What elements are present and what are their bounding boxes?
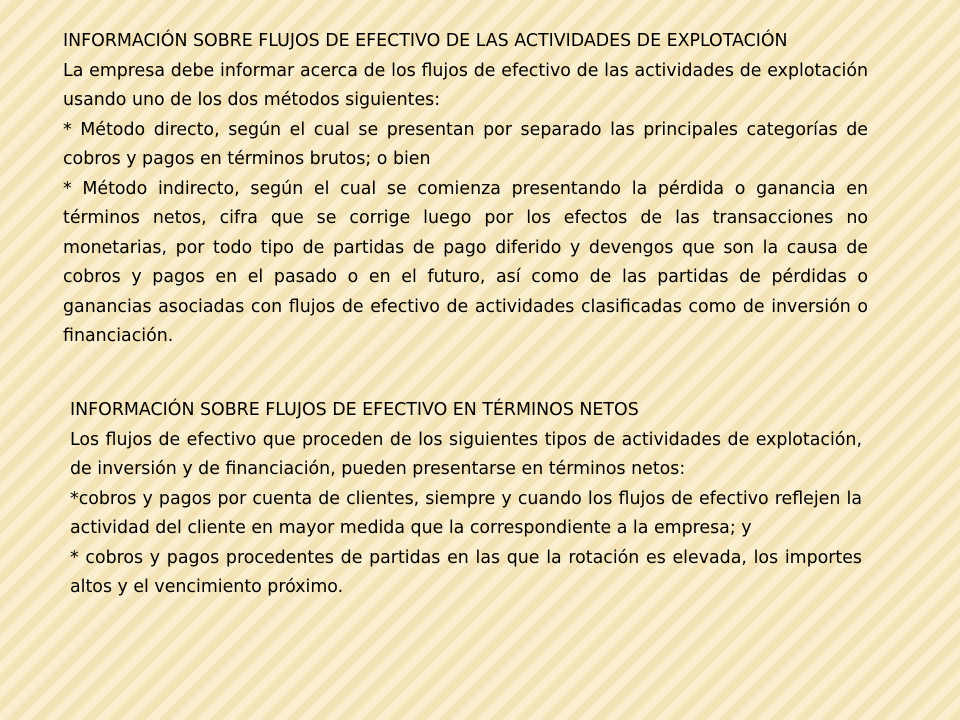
- indirect-method-text: , según el cual se comienza presentando la pérdida o ganancia en términos netos, cifra que se corrige luego por los efectos de las transacciones no monetarias, por todo tipo de partidas de pago diferido y devengos que son la causa de cobros y pagos en el pasado o en el futuro, así como de las partidas de pérdidas o ganancias asociadas con flujos de efectivo de actividades clasificadas como de inversión o financiación.: [63, 178, 868, 346]
- direct-method-text: según el cual se presentan por separado las principales categorías de cobros y pagos en términos brutos; o bien: [63, 119, 868, 169]
- section-intro-operating: La empresa debe informar acerca de los flujos de efectivo de las actividades de explotación usando uno de los dos métodos siguientes:: [63, 60, 868, 110]
- section-intro-net: Los flujos de efectivo que proceden de los siguientes tipos de actividades de explotación, de inversión y de financiación, pueden presentarse en términos netos:: [70, 429, 862, 479]
- section-heading-operating: INFORMACIÓN SOBRE FLUJOS DE EFECTIVO DE LAS ACTIVIDADES DE EXPLOTACIÓN: [63, 31, 788, 51]
- net-item-rotation: * cobros y pagos procedentes de partidas en las que la rotación es elevada, los importes altos y el vencimiento próximo.: [70, 547, 862, 597]
- indirect-method-label: * Método indirecto: [63, 178, 235, 199]
- indirect-method-paragraph: [63, 175, 868, 352]
- cash-flow-net-section: [70, 396, 862, 603]
- direct-method-label: * Método directo,: [63, 119, 220, 140]
- cash-flow-operating-section: [63, 27, 868, 352]
- section-heading-net: INFORMACIÓN SOBRE FLUJOS DE EFECTIVO EN TÉRMINOS NETOS: [70, 400, 639, 420]
- net-item-clients: *cobros y pagos por cuenta de clientes, siempre y cuando los flujos de efectivo reflejen la actividad del cliente en mayor medida que la correspondiente a la empresa; y: [70, 488, 862, 538]
- direct-method-paragraph: [63, 116, 868, 175]
